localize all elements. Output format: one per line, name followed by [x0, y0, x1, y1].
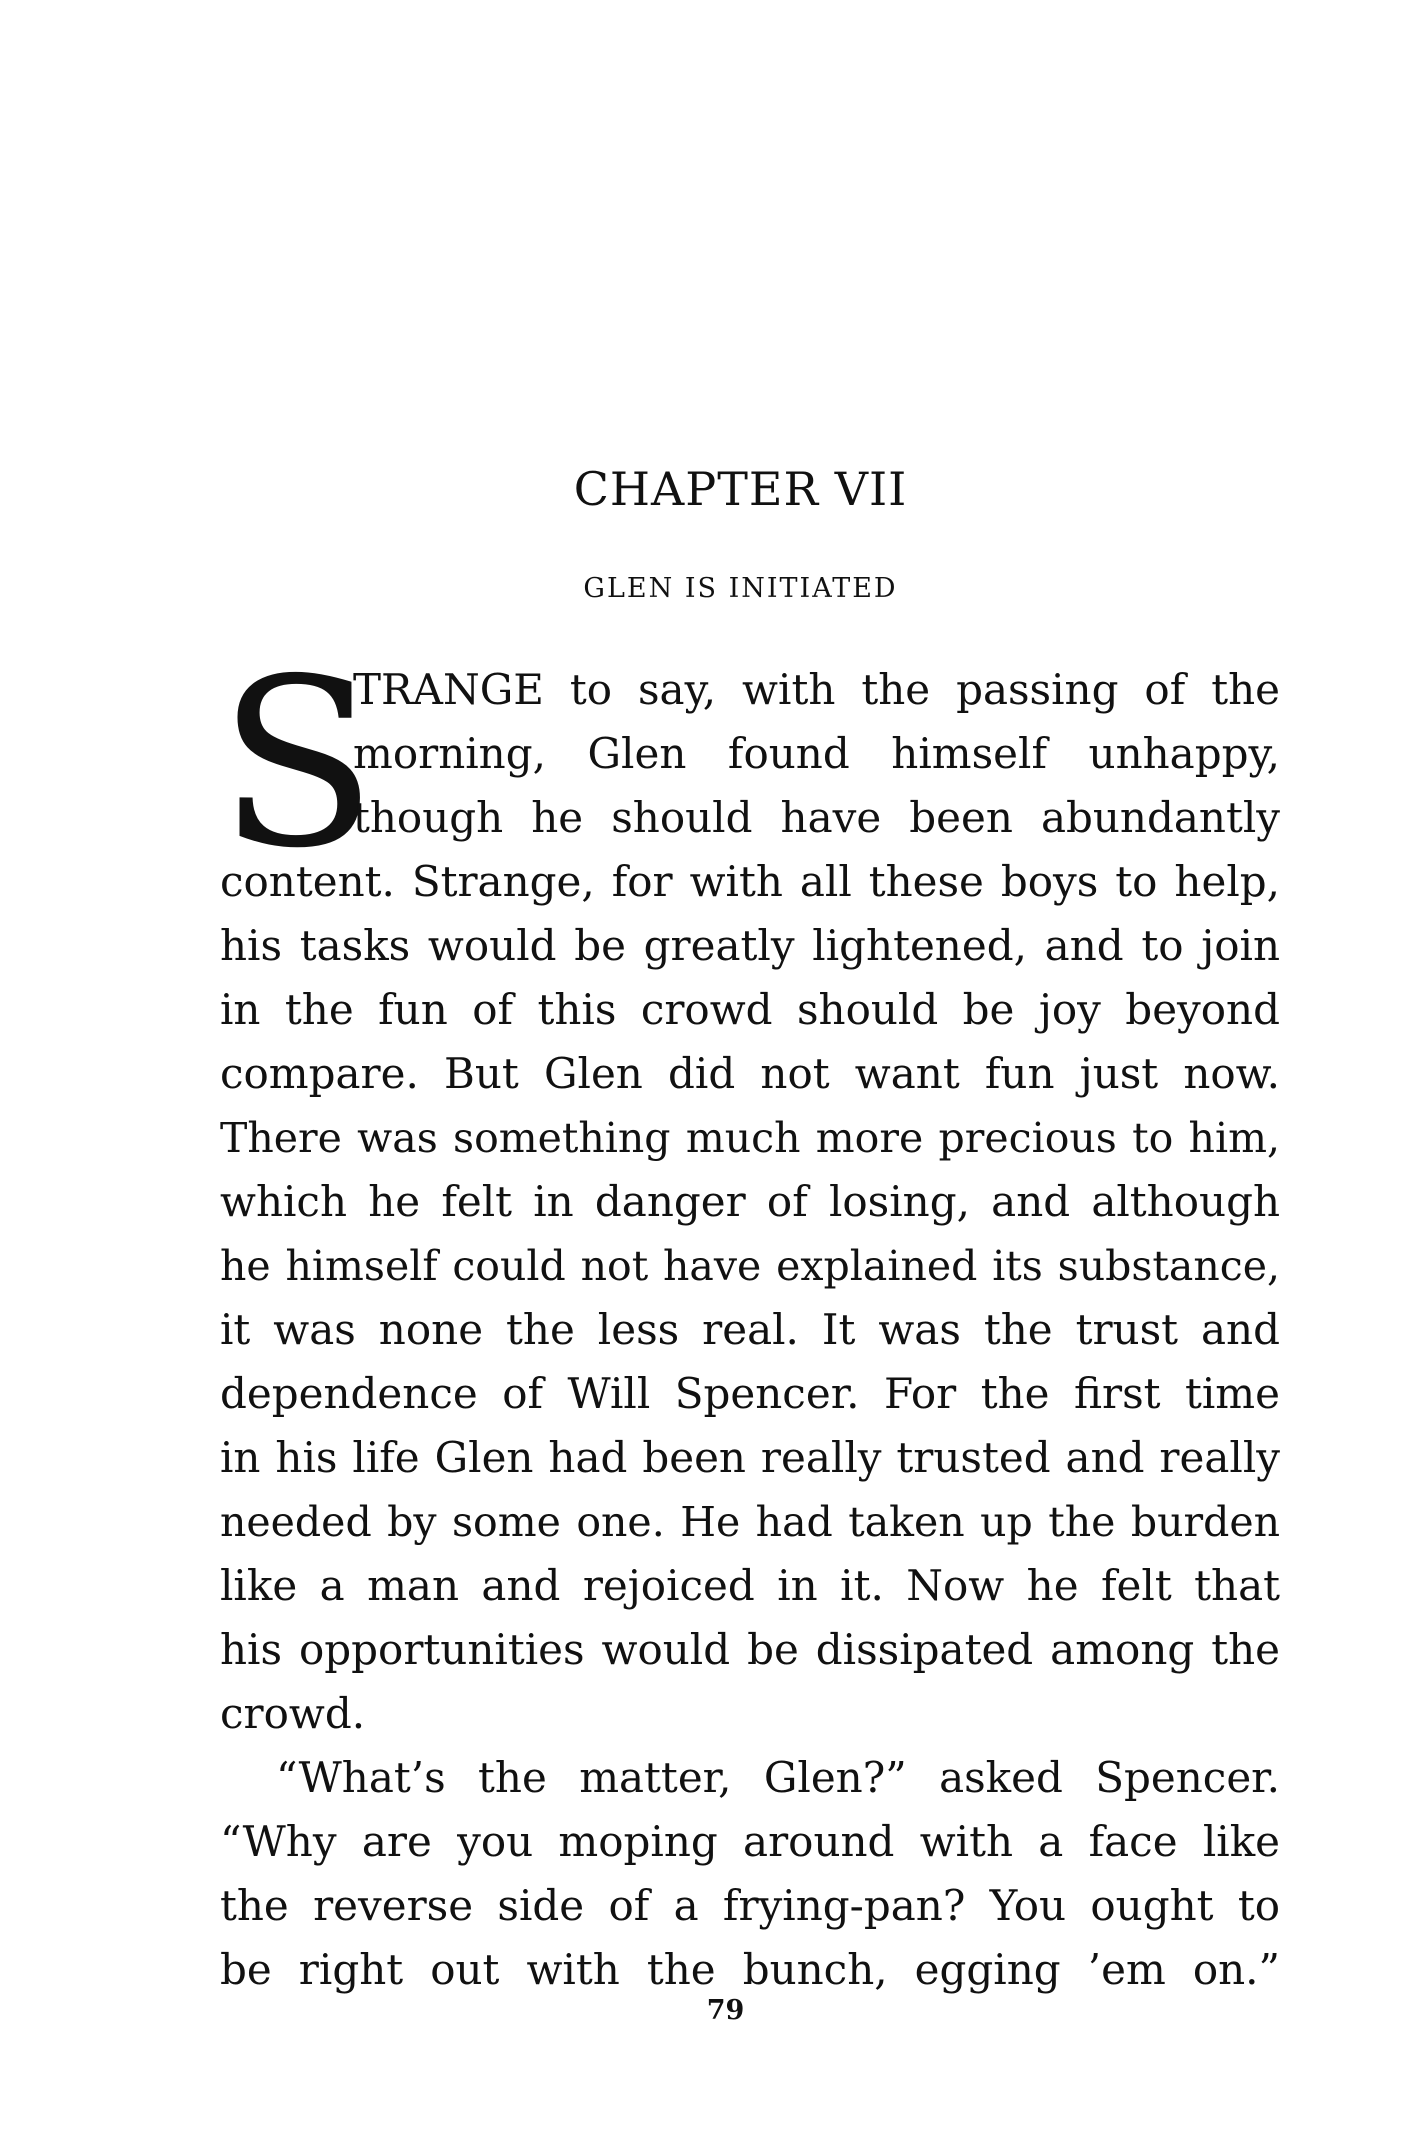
text-line: though he should have been abundantly [353, 793, 1280, 842]
text-line: dependence of Will Spencer. For the first time [220, 1369, 1280, 1418]
text-line: the reverse side of a frying-pan? You ought to [220, 1881, 1280, 1930]
text-line: in his life Glen had been really trusted and really [220, 1433, 1280, 1482]
chapter-number: CHAPTER VII [573, 462, 908, 516]
text-line: which he felt in danger of losing, and although [220, 1177, 1280, 1226]
text-line: like a man and rejoiced in it. Now he felt that [220, 1561, 1280, 1610]
text-line: crowd. [220, 1689, 366, 1738]
body-text [220, 658, 1280, 2002]
drop-cap: S [218, 629, 377, 899]
text-line: “What’s the matter, Glen?” asked Spencer. [276, 1753, 1280, 1802]
text-line: TRANGE to say, with the passing of the [353, 665, 1280, 714]
text-line: There was something much more precious to him, [220, 1114, 1280, 1162]
text-line: in the fun of this crowd should be joy beyond [220, 985, 1280, 1034]
chapter-title: GLEN IS INITIATED [583, 573, 898, 604]
text-line: needed by some one. He had taken up the burden [220, 1498, 1280, 1546]
text-line: his opportunities would be dissipated among the [220, 1625, 1280, 1674]
text-line: content. Strange, for with all these boys to help, [220, 857, 1280, 906]
text-line: be right out with the bunch, egging ’em on.” [220, 1945, 1280, 1994]
text-line: compare. But Glen did not want fun just now. [220, 1049, 1280, 1098]
text-line: morning, Glen found himself unhappy, [353, 729, 1280, 778]
text-line: his tasks would be greatly lightened, and to join [220, 921, 1280, 970]
text-line: “Why are you moping around with a face like [220, 1817, 1280, 1866]
text-line: he himself could not have explained its substance, [220, 1242, 1280, 1290]
page-number: 79 [706, 1995, 745, 2026]
text-line: it was none the less real. It was the trust and [220, 1305, 1280, 1354]
